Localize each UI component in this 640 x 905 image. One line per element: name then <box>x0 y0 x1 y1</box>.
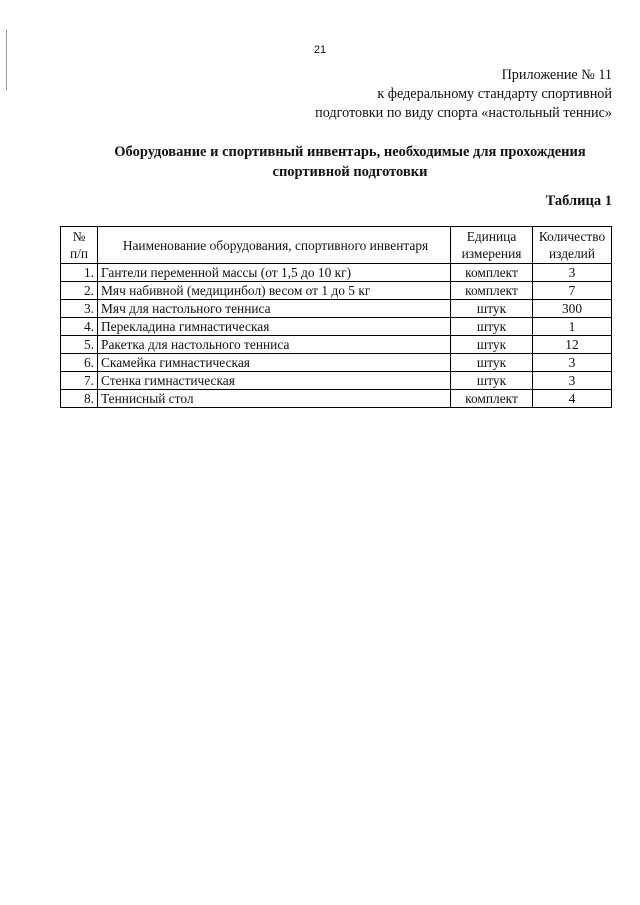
row-number: 5. <box>61 336 98 354</box>
appendix-heading <box>315 66 612 123</box>
row-unit: комплект <box>451 264 533 282</box>
table-row <box>61 390 612 408</box>
header-qty-line-2: изделий <box>549 246 595 261</box>
appendix-line-3: подготовки по виду спорта «настольный теннис» <box>315 105 612 121</box>
row-name: Мяч набивной (медицинбол) весом от 1 до 5 кг <box>98 282 451 300</box>
header-name: Наименование оборудования, спортивного инвентаря <box>98 227 451 264</box>
row-quantity: 3 <box>533 354 612 372</box>
row-unit: комплект <box>451 282 533 300</box>
row-unit: штук <box>451 300 533 318</box>
row-quantity: 1 <box>533 318 612 336</box>
table-row <box>61 336 612 354</box>
header-qty <box>533 227 612 264</box>
row-name: Мяч для настольного тенниса <box>98 300 451 318</box>
table-row <box>61 300 612 318</box>
row-quantity: 7 <box>533 282 612 300</box>
scan-margin-line <box>6 30 7 90</box>
header-num <box>61 227 98 264</box>
document-title-line-2: спортивной подготовки <box>272 164 428 180</box>
document-title <box>60 142 640 182</box>
row-quantity: 12 <box>533 336 612 354</box>
row-name: Ракетка для настольного тенниса <box>98 336 451 354</box>
row-quantity: 300 <box>533 300 612 318</box>
table-row <box>61 282 612 300</box>
row-unit: штук <box>451 318 533 336</box>
row-name: Гантели переменной массы (от 1,5 до 10 кг) <box>98 264 451 282</box>
row-quantity: 3 <box>533 372 612 390</box>
row-unit: штук <box>451 372 533 390</box>
header-unit <box>451 227 533 264</box>
row-number: 3. <box>61 300 98 318</box>
row-name: Скамейка гимнастическая <box>98 354 451 372</box>
table-row <box>61 264 612 282</box>
table-row <box>61 354 612 372</box>
row-unit: комплект <box>451 390 533 408</box>
table-label: Таблица 1 <box>545 193 612 209</box>
header-unit-line-2: измерения <box>461 246 522 261</box>
header-num-line-1: № <box>72 229 86 244</box>
row-number: 8. <box>61 390 98 408</box>
row-unit: штук <box>451 336 533 354</box>
row-unit: штук <box>451 354 533 372</box>
row-quantity: 3 <box>533 264 612 282</box>
table-row <box>61 318 612 336</box>
table-header-row <box>61 227 612 264</box>
row-quantity: 4 <box>533 390 612 408</box>
header-num-line-2: п/п <box>69 246 89 261</box>
table-row <box>61 372 612 390</box>
appendix-line-1: Приложение № 11 <box>501 67 612 83</box>
header-qty-line-1: Количество <box>538 229 606 244</box>
appendix-line-2: к федеральному стандарту спортивной <box>377 86 612 102</box>
row-number: 6. <box>61 354 98 372</box>
page-number: 21 <box>313 44 327 56</box>
row-name: Теннисный стол <box>98 390 451 408</box>
row-name: Стенка гимнастическая <box>98 372 451 390</box>
document-title-line-1: Оборудование и спортивный инвентарь, необходимые для прохождения <box>114 144 586 160</box>
row-number: 2. <box>61 282 98 300</box>
header-unit-line-1: Единица <box>466 229 517 244</box>
row-name: Перекладина гимнастическая <box>98 318 451 336</box>
row-number: 7. <box>61 372 98 390</box>
row-number: 1. <box>61 264 98 282</box>
row-number: 4. <box>61 318 98 336</box>
equipment-table <box>60 226 612 408</box>
